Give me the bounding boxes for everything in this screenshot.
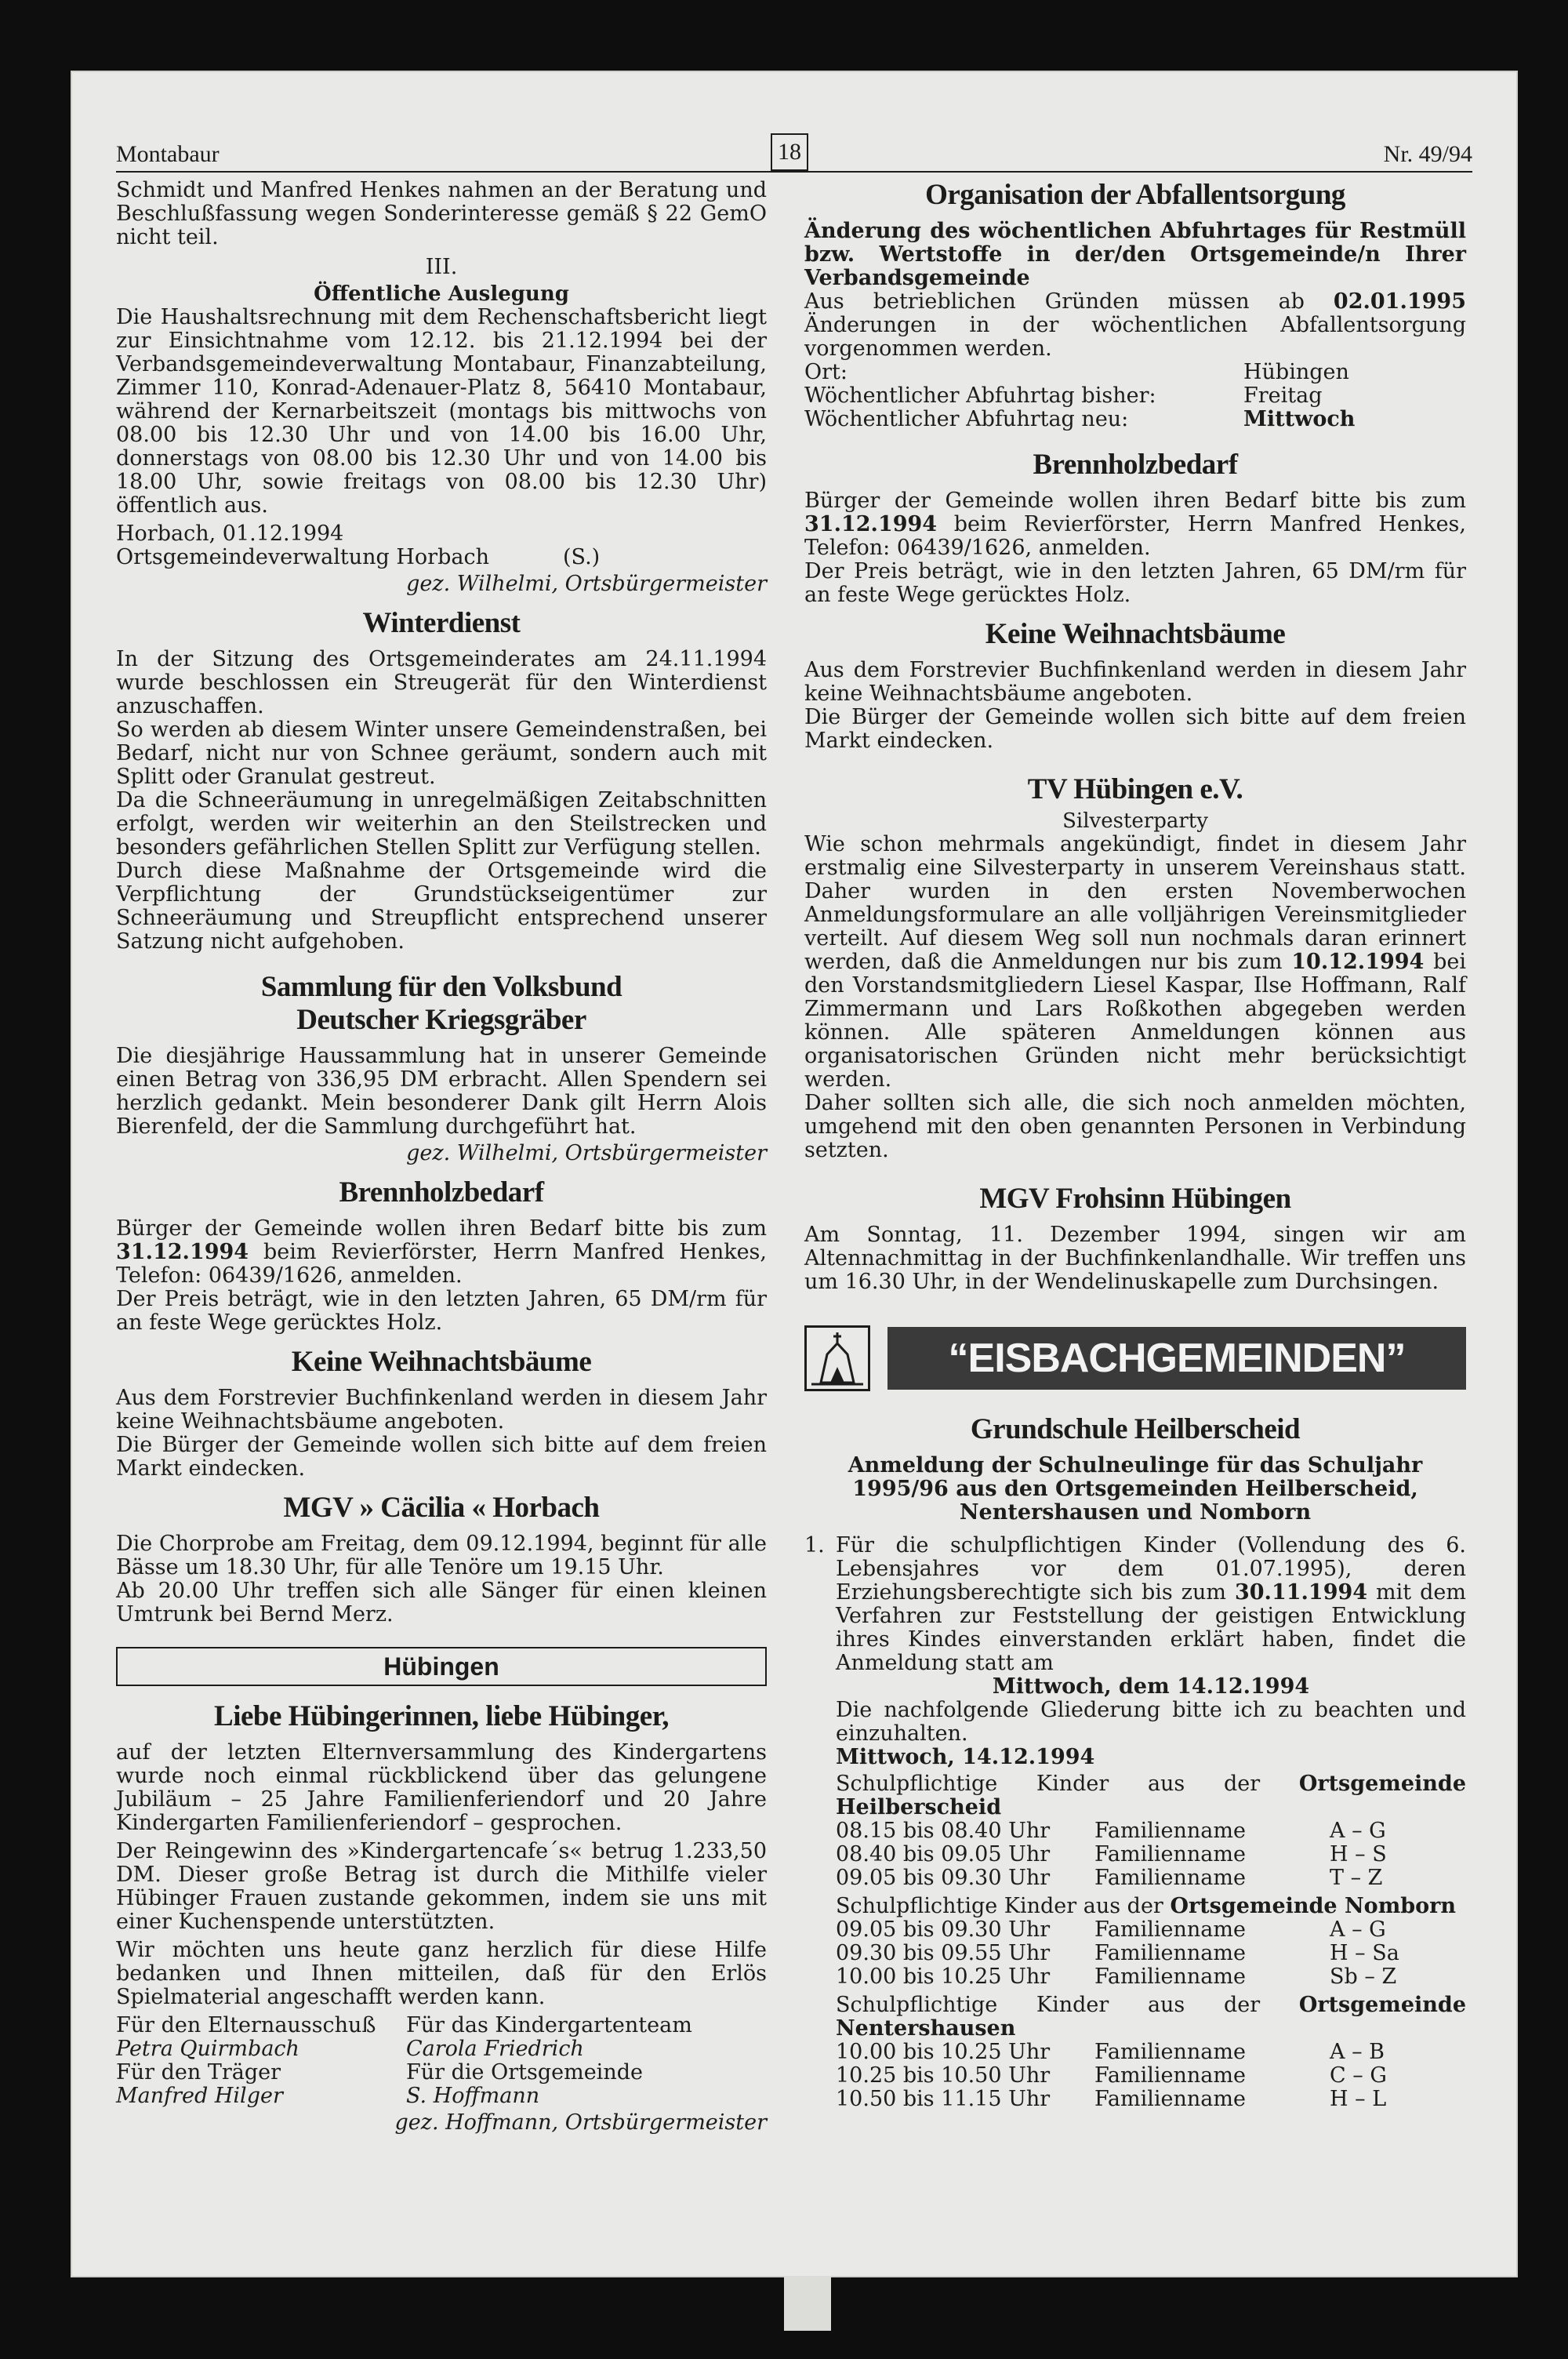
slot-field: Familienname (1094, 2063, 1246, 2088)
deadline-date: 31.12.1994 (116, 1240, 249, 1264)
signature-block (116, 2014, 767, 2108)
place-date: Horbach, 01.12.1994 (116, 522, 344, 546)
right-column (804, 179, 1466, 2111)
schule-heading: Grundschule Heilberscheid (970, 1413, 1301, 1445)
frohsinn-text: Am Sonntag, 11. Dezember 1994, singen wir am Altennachmittag in der Buchfinkenlandhalle. Wir treffen uns um 16.30 Uhr, in der Wendelinuskapelle zum Durchsingen. (804, 1223, 1466, 1294)
slot-range: A – G (1330, 1917, 1386, 1942)
signer-b-name: S. Hoffmann (406, 2084, 540, 2108)
brennholz-price: Der Preis beträgt, wie in den letzten Jahren, 65 DM/rm für an feste Wege gerücktes Holz. (116, 1287, 767, 1335)
abfall-key: Wöchentlicher Abfuhrtag bisher: (804, 383, 1156, 408)
mgv-text: Die Chorprobe am Freitag, dem 09.12.1994, beginnt für alle Bässe um 18.30 Uhr, für alle Tenöre um 19.15 Uhr. (116, 1532, 767, 1579)
weihnacht-text: Die Bürger der Gemeinde wollen sich bitte auf dem freien Markt eindecken. (804, 705, 1466, 753)
group-heading (836, 1772, 1466, 1819)
paper-edge (784, 2276, 831, 2331)
abfall-key: Ort: (804, 360, 848, 384)
slot-time: 10.25 bis 10.50 Uhr (836, 2063, 1051, 2088)
winter-paragraph: In der Sitzung des Ortsgemeinderates am 24.11.1994 wurde beschlossen ein Streugerät für den Winterdienst anzuschaffen. (116, 647, 767, 718)
letter-paragraph: Der Reingewinn des »Kindergartencafe´s« betrug 1.233,50 DM. Dieser große Betrag ist durch die Mithilfe vieler Hübinger Frauen zustande gekommen, indem sie uns mit einer Kuchenspende unterstützten. (116, 1839, 767, 1934)
slot-time: 10.50 bis 11.15 Uhr (836, 2087, 1051, 2111)
signer-b: Für die Ortsgemeinde (406, 2060, 643, 2085)
abfall-text (804, 290, 1466, 361)
slot-field: Familienname (1094, 1941, 1246, 1965)
slot-time: 08.40 bis 09.05 Uhr (836, 1842, 1051, 1866)
brennholz-text (116, 1217, 767, 1288)
abfall-heading: Organisation der Abfallentsorgung (925, 179, 1345, 211)
slot-range: A – B (1330, 2040, 1385, 2064)
mgv-text: Ab 20.00 Uhr treffen sich alle Sänger für einen kleinen Umtrunk bei Bernd Merz. (116, 1579, 767, 1627)
text-run: Bürger der Gemeinde wollen ihren Bedarf bitte bis zum (116, 1216, 767, 1241)
weihnacht-text: Aus dem Forstrevier Buchfinkenland werden in diesem Jahr keine Weihnachtsbäume angeboten. (116, 1386, 767, 1434)
letter-paragraph: Wir möchten uns heute ganz herzlich für diese Hilfe bedanken und Ihnen mitteilen, daß für den Erlös Spielmaterial angeschafft werden kann. (116, 1938, 767, 2009)
brennholz-heading: Brennholzbedarf (1033, 449, 1238, 481)
text-run: mit dem Verfahren zur Feststellung der geistigen Entwicklung ihres Kindes einverstanden erklärt haben, findet die Anmeldung statt am (836, 1580, 1466, 1675)
village-name: Ortsgemeinde Nomborn (1170, 1894, 1457, 1918)
slot-field: Familienname (1094, 1819, 1246, 1843)
slot-time: 09.30 bis 09.55 Uhr (836, 1941, 1051, 1965)
schedule-table (836, 1819, 1466, 1890)
winter-paragraph: Da die Schneeräumung in unregelmäßigen Zeitabschnitten erfolgt, werden wir weiterhin an den Steilstrecken und besonders gefährlichen Stellen Splitt zur Verfügung stellen. (116, 788, 767, 860)
winterdienst-heading: Winterdienst (362, 607, 521, 639)
weihnacht-text: Aus dem Forstrevier Buchfinkenland werden in diesem Jahr keine Weihnachtsbäume angeboten. (804, 658, 1466, 706)
text-run: beim Revierförster, Herrn Manfred Henkes, Telefon: 06439/1626, anmelden. (116, 1240, 767, 1288)
letter-paragraph: auf der letzten Elternversammlung des Kindergartens wurde noch einmal rückblickend über das gelungene Jubiläum – 25 Jahre Familienferiendorf und 20 Jahre Kindergarten Familienferiendorf – gesprochen. (116, 1740, 767, 1835)
banner-title: “EISBACHGEMEINDEN” (887, 1327, 1466, 1390)
text-run: Schulpflichtige Kinder aus der (836, 1993, 1299, 2017)
issue-number: Nr. 49/94 (1383, 141, 1472, 167)
slot-range: Sb – Z (1330, 1965, 1397, 1989)
eisbach-banner (804, 1325, 1466, 1391)
text-run: Änderungen in der wöchentlichen Abfallentsorgung vorgenommen werden. (804, 313, 1466, 361)
signer-a-name: Manfred Hilger (116, 2084, 283, 2108)
signer-a: Für den Elternausschuß (116, 2013, 376, 2037)
slot-field: Familienname (1094, 1842, 1246, 1866)
village-name: Ortsgemeinde Heilberscheid (836, 1772, 1466, 1819)
signature: gez. Hoffmann, Ortsbürgermeister (394, 2110, 767, 2135)
text-run: Schulpflichtige Kinder aus der (836, 1894, 1171, 1918)
text-run: Für die schulpflichtigen Kinder (Vollendung des 6. Lebensjahres vor dem 01.07.1995), deren Erziehungsberechtigte sich bis zum (836, 1533, 1466, 1605)
abfall-subheading: Änderung des wöchentlichen Abfuhrtages für Restmüll bzw. Wertstoffe in der/den Ortsgemeinde/n Ihrer Verbandsgemeinde (804, 219, 1466, 290)
winter-paragraph: So werden ab diesem Winter unsere Gemeindenstraßen, bei Bedarf, nicht nur von Schnee geräumt, sondern auch mit Splitt oder Granulat gestreut. (116, 718, 767, 789)
slot-time: 10.00 bis 10.25 Uhr (836, 2040, 1051, 2064)
text-run: Aus betrieblichen Gründen müssen ab (804, 289, 1334, 314)
slot-field: Familienname (1094, 2087, 1246, 2111)
weihnachtsbaeume-heading: Keine Weihnachtsbäume (985, 618, 1286, 650)
page-header (116, 133, 1472, 173)
auslegung-text: Die Haushaltsrechnung mit dem Rechenschaftsbericht liegt zur Einsichtnahme vom 12.12. bis 21.12.1994 bei der Verbandsgemeindeverwaltung Montabaur, Finanzabteilung, Zimmer 110, Konrad-Adenauer-Platz 8, 56410 Montabaur, während der Kernarbeitszeit (montags bis mittwochs von 08.00 bis 12.30 Uhr und von 14.00 bis 16.00 Uhr, donnerstags von 08.00 bis 12.30 Uhr und von 14.00 bis 18.00 Uhr, sowie freitags von 08.00 bis 12.30 Uhr) öffentlich aus. (116, 305, 767, 518)
authority: Ortsgemeindeverwaltung Horbach (116, 545, 489, 569)
slot-range: T – Z (1330, 1866, 1383, 1890)
text-run: Schulpflichtige Kinder aus der (836, 1772, 1299, 1796)
header-rule (116, 171, 1472, 173)
header-place: Montabaur (116, 141, 220, 167)
change-date: 02.01.1995 (1333, 289, 1466, 314)
slot-field: Familienname (1094, 2040, 1246, 2064)
weihnachtsbaeume-heading: Keine Weihnachtsbäume (291, 1346, 592, 1378)
brennholz-text (804, 489, 1466, 560)
weihnacht-text: Die Bürger der Gemeinde wollen sich bitte auf dem freien Markt eindecken. (116, 1433, 767, 1481)
tv-paragraph (804, 833, 1466, 1092)
appointment-day: Mittwoch, dem 14.12.1994 (992, 1674, 1310, 1699)
chapel-logo-icon (804, 1325, 870, 1391)
item-body (836, 1534, 1466, 2111)
signer-b: Für das Kindergartenteam (406, 2013, 692, 2037)
slot-time: 09.05 bis 09.30 Uhr (836, 1917, 1051, 1942)
slot-field: Familienname (1094, 1917, 1246, 1942)
schule-subheading: Anmeldung der Schulneulinge für das Schuljahr 1995/96 aus den Ortsgemeinden Heilberscheid, Nentershausen und Nomborn (848, 1453, 1423, 1525)
authority-line (116, 546, 767, 569)
text-run: beim Revierförster, Herrn Manfred Henkes, Telefon: 06439/1626, anmelden. (804, 512, 1466, 560)
intro-text: Schmidt und Manfred Henkes nahmen an der Beratung und Beschlußfassung wegen Sonderinteresse gemäß § 22 GemO nicht teil. (116, 178, 767, 249)
slot-range: A – G (1330, 1819, 1386, 1843)
abfall-value: Mittwoch (1243, 407, 1356, 431)
tv-paragraph: Daher sollten sich alle, die sich noch anmelden möchten, umgehend mit den oben genannten Personen in Verbindung setzten. (804, 1091, 1466, 1162)
signature: gez. Wilhelmi, Ortsbürgermeister (406, 1141, 767, 1165)
tv-heading: TV Hübingen e.V. (1027, 773, 1243, 805)
deadline-date: 10.12.1994 (1291, 950, 1425, 974)
group-heading (836, 1994, 1466, 2041)
page-number: 18 (771, 133, 808, 171)
abfall-value: Hübingen (1243, 360, 1349, 384)
group-heading (836, 1895, 1466, 1918)
signer-a: Für den Träger (116, 2060, 281, 2085)
slot-range: H – S (1330, 1842, 1387, 1866)
slot-field: Familienname (1094, 1866, 1246, 1890)
abfall-key: Wöchentlicher Abfuhrtag neu: (804, 407, 1129, 431)
abfall-table (804, 361, 1466, 431)
item-follow: Die nachfolgende Gliederung bitte ich zu beachten und einzuhalten. (836, 1698, 1466, 1746)
mgv-caecilia-heading: MGV » Cäcilia « Horbach (283, 1492, 600, 1524)
text-run: bei den Vorstandsmitgliedern Liesel Kaspar, Ilse Hoffmann, Ralf Zimmermann und Lars Roßkothen abgegeben werden können. Alle späteren Anmeldungen können aus organisatorischen Gründen nicht mehr berücksichtigt werden. (804, 950, 1466, 1092)
slot-range: C – G (1330, 2063, 1387, 2088)
brennholz-heading: Brennholzbedarf (339, 1176, 544, 1209)
signer-b-name: Carola Friedrich (406, 2037, 584, 2061)
item-text (836, 1534, 1466, 1675)
slot-time: 10.00 bis 10.25 Uhr (836, 1965, 1051, 1989)
auslegung-heading: Öffentliche Auslegung (314, 282, 569, 306)
abfall-value: Freitag (1243, 383, 1323, 408)
text-run: Wie schon mehrmals angekündigt, findet in diesem Jahr erstmalig eine Silvesterparty in unserem Vereinshaus statt. Daher wurden in den ersten Novemberwochen Anmeldungsformulare an alle volljährigen Vereinsmitglieder verteilt. Auf diesem Weg soll nun nochmals daran erinnert werden, daß die Anmeldungen nur bis zum (804, 832, 1466, 974)
schedule-table (836, 1918, 1466, 1989)
volksbund-heading (116, 971, 767, 1037)
village-name: Ortsgemeinde Nentershausen (836, 1993, 1466, 2041)
frohsinn-heading: MGV Frohsinn Hübingen (979, 1183, 1291, 1215)
slot-range: H – L (1330, 2087, 1387, 2111)
left-column (116, 179, 767, 2139)
winter-paragraph: Durch diese Maßnahme der Ortsgemeinde wird die Verpflichtung der Grundstückseigentümer zur Schneeräumung und Streupflicht entsprechend unserer Satzung nicht aufgehoben. (116, 859, 767, 954)
schedule-table (836, 2041, 1466, 2111)
list-item (804, 1534, 1466, 2111)
item-number: 1. (804, 1533, 825, 1558)
slot-field: Familienname (1094, 1965, 1246, 1989)
slot-range: H – Sa (1330, 1941, 1399, 1965)
tv-subheading: Silvesterparty (1062, 809, 1208, 833)
schedule-date: Mittwoch, 14.12.1994 (836, 1745, 1095, 1769)
signature: gez. Wilhelmi, Ortsbürgermeister (406, 572, 767, 596)
slot-time: 09.05 bis 09.30 Uhr (836, 1866, 1051, 1890)
section-box-huebingen: Hübingen (116, 1647, 767, 1686)
signer-a-name: Petra Quirmbach (116, 2037, 299, 2061)
section-number: III. (425, 255, 458, 279)
volksbund-heading-line: Sammlung für den Volksbund (260, 971, 622, 1003)
deadline-date: 30.11.1994 (1234, 1580, 1368, 1605)
seal: (S.) (563, 545, 601, 569)
text-run: Bürger der Gemeinde wollen ihren Bedarf bitte bis zum (804, 489, 1466, 513)
brennholz-price: Der Preis beträgt, wie in den letzten Jahren, 65 DM/rm für an feste Wege gerücktes Holz. (804, 559, 1466, 607)
deadline-date: 31.12.1994 (804, 512, 938, 536)
letter-heading: Liebe Hübingerinnen, liebe Hübinger, (214, 1700, 669, 1732)
volksbund-heading-line: Deutscher Kriegsgräber (296, 1004, 586, 1036)
slot-time: 08.15 bis 08.40 Uhr (836, 1819, 1051, 1843)
volksbund-text: Die diesjährige Haussammlung hat in unserer Gemeinde einen Betrag von 336,95 DM erbracht. Allen Spendern sei herzlich gedankt. Mein besonderer Dank gilt Herrn Alois Bierenfeld, der die Sammlung durchgeführt hat. (116, 1044, 767, 1139)
